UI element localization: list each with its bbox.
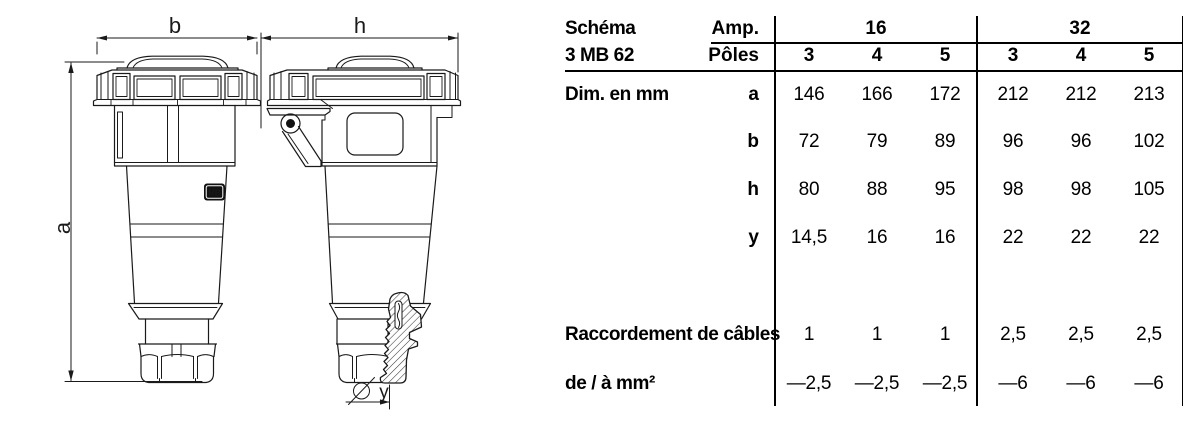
cell: 172: [929, 84, 961, 105]
rule-under-header: [565, 70, 1183, 72]
schema-title: Schéma: [565, 18, 636, 39]
table-row: [565, 177, 1183, 203]
cell: —6: [1066, 373, 1096, 394]
cell: 105: [1133, 179, 1165, 200]
cell: 89: [934, 131, 956, 152]
row-label: h: [747, 179, 759, 200]
cell: 1: [939, 324, 951, 345]
table-row: [565, 225, 1183, 251]
row-label: a: [748, 84, 759, 105]
cell: 102: [1133, 131, 1165, 152]
poles-col: 3: [803, 45, 815, 66]
front-view: [94, 56, 261, 382]
cell: 96: [1070, 131, 1092, 152]
cell: 22: [1138, 227, 1160, 248]
badge-text: MB: [208, 188, 221, 198]
connector-technical-drawing: [0, 0, 560, 427]
side-view: [267, 56, 461, 383]
cell: —2,5: [922, 373, 968, 394]
cell: 95: [934, 179, 956, 200]
cell: —2,5: [854, 373, 900, 394]
cell: 14,5: [790, 227, 828, 248]
cell: 98: [1070, 179, 1092, 200]
cable-range-label: de / à mm²: [565, 373, 655, 394]
latch-lever: [267, 100, 333, 167]
cell: —6: [1134, 373, 1164, 394]
cell: 79: [866, 131, 888, 152]
cell: 213: [1133, 84, 1165, 105]
table-row: [565, 371, 1183, 397]
poles-col: 4: [1075, 45, 1087, 66]
strain-relief-section: [380, 293, 421, 383]
cell: 2,5: [1136, 324, 1162, 345]
cell: 80: [798, 179, 820, 200]
amp-group-32: 32: [1069, 18, 1091, 39]
cell: 2,5: [1000, 324, 1026, 345]
table-row: [565, 322, 1183, 348]
row-label: y: [748, 227, 759, 248]
rule-under-amp: [711, 42, 1183, 44]
cell: 22: [1070, 227, 1092, 248]
dim-label-b: b: [168, 13, 182, 38]
poles-col: 5: [939, 45, 951, 66]
poles-header-row: [565, 43, 1183, 69]
cable-section-label: Raccordement de câbles: [565, 324, 781, 345]
cell: 212: [1065, 84, 1097, 105]
amp-label: Amp.: [711, 18, 759, 39]
row-label: b: [747, 131, 759, 152]
cell: 72: [798, 131, 820, 152]
dimension-spec-table: [565, 0, 1185, 427]
poles-label: Pôles: [708, 45, 759, 66]
table-row: [565, 82, 1183, 108]
amp-header-row: [565, 16, 1183, 42]
dim-label-a: a: [50, 221, 75, 235]
cell: 88: [866, 179, 888, 200]
schema-number: 3 MB 62: [565, 45, 635, 66]
poles-col: 5: [1143, 45, 1155, 66]
cell: —2,5: [786, 373, 832, 394]
cell: —6: [998, 373, 1028, 394]
cell: 22: [1002, 227, 1024, 248]
cell: 1: [803, 324, 815, 345]
poles-col: 4: [871, 45, 883, 66]
cell: 98: [1002, 179, 1024, 200]
cell: 212: [997, 84, 1029, 105]
dim-label-h: h: [353, 13, 367, 38]
amp-group-16: 16: [865, 18, 887, 39]
cell: 146: [793, 84, 825, 105]
cell: 166: [861, 84, 893, 105]
cell: 16: [866, 227, 888, 248]
lid-panel: [347, 113, 403, 155]
table-row: [565, 129, 1183, 155]
cell: 96: [1002, 131, 1024, 152]
dim-label-y: y: [379, 382, 389, 403]
dim-section-label: Dim. en mm: [565, 84, 669, 105]
brand-badge: [204, 184, 225, 201]
poles-col: 3: [1007, 45, 1019, 66]
cell: 16: [934, 227, 956, 248]
cell: 2,5: [1068, 324, 1094, 345]
cell: 1: [871, 324, 883, 345]
